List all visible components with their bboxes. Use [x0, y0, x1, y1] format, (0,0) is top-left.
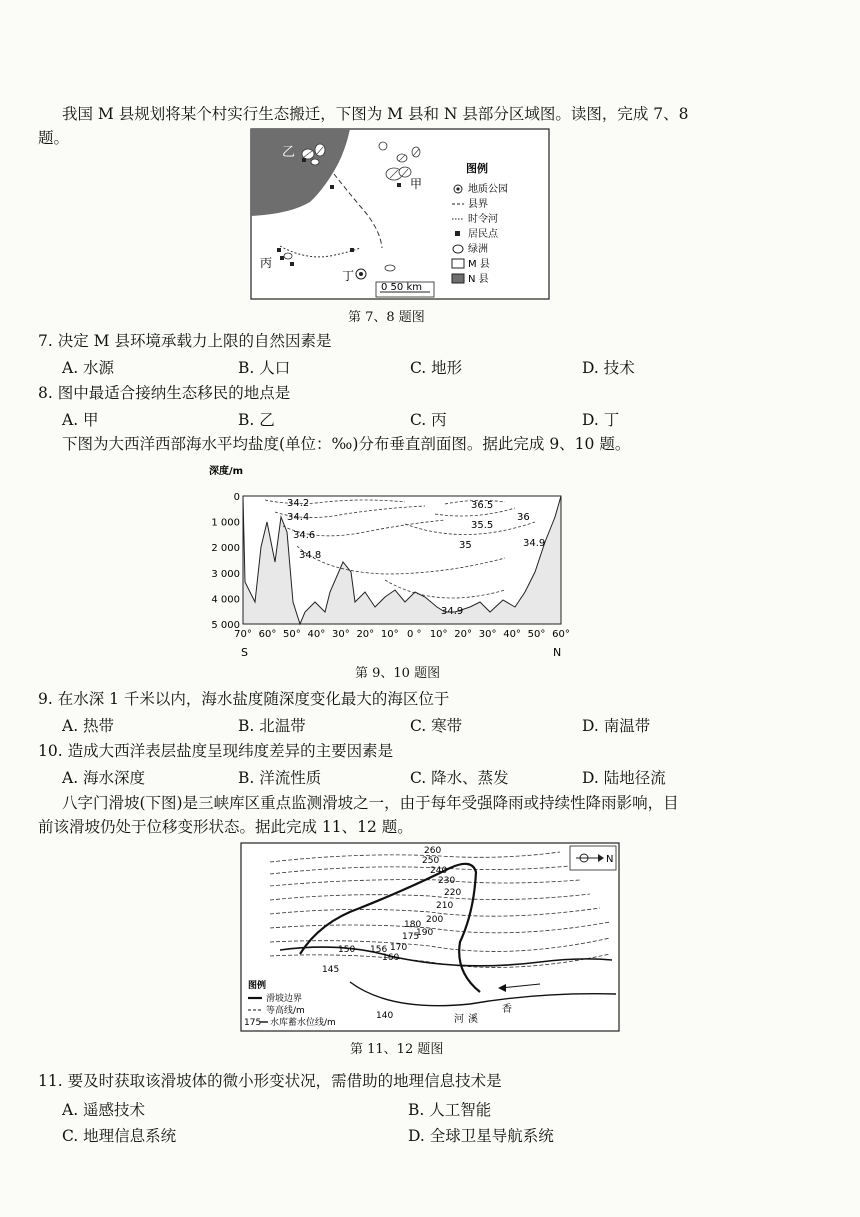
svg-text:34.2: 34.2 — [287, 498, 310, 509]
x-tick-label: 10° — [380, 629, 399, 640]
svg-text:180: 180 — [404, 920, 422, 930]
x-tick-labels — [234, 629, 570, 640]
x-tick-label: 30° — [478, 629, 497, 640]
svg-text:34.8: 34.8 — [299, 550, 322, 561]
q11-option-c[interactable]: C. 地理信息系统 — [62, 1127, 177, 1145]
intro-11-12-line1: 八字门滑坡(下图)是三峡库区重点监测滑坡之一，由于每年受强降雨或持续性降雨影响，目 — [62, 794, 679, 812]
q8-option-b[interactable]: B. 乙 — [238, 411, 275, 429]
svg-text:居民点: 居民点 — [468, 229, 498, 240]
svg-text:34.6: 34.6 — [293, 530, 316, 541]
q9-option-c[interactable]: C. 寒带 — [410, 717, 463, 735]
y-tick-labels — [211, 492, 240, 631]
svg-text:34.9: 34.9 — [523, 538, 546, 549]
q10-option-b[interactable]: B. 洋流性质 — [238, 769, 322, 787]
svg-text:140: 140 — [376, 1011, 394, 1021]
svg-text:210: 210 — [436, 901, 454, 911]
x-tick-label: 70° — [234, 629, 252, 640]
x-end-left: S — [241, 646, 248, 659]
q9-stem: 9. 在水深 1 千米以内，海水盐度随深度变化最大的海区位于 — [38, 690, 450, 708]
river-label-3: 香 — [502, 1004, 512, 1015]
svg-text:水库蓄水位线/m: 水库蓄水位线/m — [270, 1018, 336, 1028]
svg-text:等高线/m: 等高线/m — [266, 1006, 305, 1016]
q11-option-b[interactable]: B. 人工智能 — [408, 1101, 492, 1119]
svg-text:190: 190 — [416, 928, 434, 938]
intro-11-12-line2: 前该滑坡仍处于位移变形状态。据此完成 11、12 题。 — [38, 818, 413, 836]
q9-option-b[interactable]: B. 北温带 — [238, 717, 306, 735]
q7-option-d[interactable]: D. 技术 — [582, 359, 635, 377]
svg-text:时令河: 时令河 — [468, 214, 498, 225]
x-tick-label: 0 ° — [406, 629, 422, 640]
map1-caption: 第 7、8 题图 — [348, 310, 425, 325]
y-tick-label: 0 — [233, 492, 240, 503]
x-end-right: N — [553, 646, 562, 659]
svg-text:34.4: 34.4 — [287, 512, 310, 523]
q7-option-b[interactable]: B. 人口 — [238, 359, 291, 377]
scale-label: 0 50 km — [381, 282, 422, 293]
q11-stem: 11. 要及时获取该滑坡体的微小形变状况，需借助的地理信息技术是 — [38, 1072, 502, 1090]
svg-text:230: 230 — [438, 876, 456, 886]
svg-text:250: 250 — [422, 856, 440, 866]
x-tick-label: 40° — [307, 629, 326, 640]
y-tick-label: 4 000 — [211, 594, 240, 606]
river-label: 河 — [454, 1014, 464, 1025]
svg-text:M 县: M 县 — [468, 259, 490, 270]
q10-option-c[interactable]: C. 降水、蒸发 — [410, 769, 509, 787]
q10-option-d[interactable]: D. 陆地径流 — [582, 769, 666, 787]
intro-7-8-line1: 我国 M 县规划将某个村实行生态搬迁，下图为 M 县和 N 县部分区域图。读图，完成 7、8 — [62, 105, 689, 123]
svg-text:县界: 县界 — [468, 199, 488, 210]
svg-text:N 县: N 县 — [468, 274, 489, 285]
svg-text:220: 220 — [444, 888, 462, 898]
label-bing: 丙 — [260, 256, 273, 270]
label-ding: 丁 — [342, 269, 355, 283]
svg-text:35: 35 — [459, 540, 472, 551]
q8-option-d[interactable]: D. 丁 — [582, 411, 620, 429]
county-map-figure — [250, 128, 550, 300]
landslide-map-figure — [240, 842, 620, 1032]
q9-option-a[interactable]: A. 热带 — [62, 717, 115, 735]
q8-stem: 8. 图中最适合接纳生态移民的地点是 — [38, 384, 291, 402]
svg-text:36.5: 36.5 — [471, 500, 494, 511]
svg-text:34.9: 34.9 — [441, 606, 464, 617]
q9-option-d[interactable]: D. 南温带 — [582, 717, 651, 735]
svg-text:地质公园: 地质公园 — [468, 184, 508, 195]
svg-text:145: 145 — [322, 965, 340, 975]
q11-option-d[interactable]: D. 全球卫星导航系统 — [408, 1127, 554, 1145]
intro-7-8-line2: 题。 — [38, 129, 70, 147]
y-tick-label: 3 000 — [211, 568, 240, 580]
x-tick-label: 20° — [356, 629, 375, 640]
q11-option-a[interactable]: A. 遥感技术 — [62, 1101, 146, 1119]
x-tick-label: 40° — [503, 629, 521, 640]
x-tick-label: 10° — [429, 629, 448, 640]
q10-option-a[interactable]: A. 海水深度 — [62, 769, 146, 787]
x-tick-label: 60° — [552, 629, 570, 640]
q7-option-a[interactable]: A. 水源 — [62, 359, 115, 377]
x-tick-label: 50° — [283, 629, 301, 640]
svg-text:240: 240 — [430, 866, 448, 876]
salinity-caption: 第 9、10 题图 — [355, 666, 441, 681]
svg-text:260: 260 — [424, 846, 442, 856]
svg-text:36: 36 — [517, 512, 530, 523]
q8-option-a[interactable]: A. 甲 — [62, 411, 99, 429]
y-tick-label: 5 000 — [211, 620, 240, 631]
q7-option-c[interactable]: C. 地形 — [410, 359, 463, 377]
svg-text:200: 200 — [426, 915, 444, 925]
svg-text:滑坡边界: 滑坡边界 — [266, 994, 303, 1004]
salinity-ylabel: 深度/m — [209, 466, 244, 477]
q7-stem: 7. 决定 M 县环境承载力上限的自然因素是 — [38, 332, 332, 350]
landslide-caption: 第 11、12 题图 — [350, 1042, 444, 1057]
geopark-marker-ding — [356, 269, 366, 279]
x-tick-label: 50° — [527, 629, 546, 640]
map1-legend-title: 图例 — [466, 162, 488, 175]
label-yi: 乙 — [282, 145, 296, 160]
map3-legend-title: 图例 — [248, 981, 267, 991]
svg-text:35.5: 35.5 — [471, 520, 494, 531]
x-tick-label: 20° — [454, 629, 473, 640]
svg-text:绿洲: 绿洲 — [468, 244, 488, 255]
north-label: N — [606, 854, 614, 865]
svg-text:160: 160 — [382, 953, 400, 963]
river-label-2: 溪 — [468, 1014, 478, 1025]
svg-text:170: 170 — [390, 943, 408, 953]
q8-option-c[interactable]: C. 丙 — [410, 411, 447, 429]
y-tick-label: 2 000 — [211, 543, 240, 555]
svg-text:175: 175 — [402, 932, 420, 942]
svg-text:175: 175 — [244, 1018, 262, 1028]
y-tick-label: 1 000 — [211, 517, 240, 529]
svg-text:156: 156 — [370, 945, 388, 955]
salinity-section-chart — [205, 462, 575, 662]
x-tick-label: 30° — [331, 629, 350, 640]
q10-stem: 10. 造成大西洋表层盐度呈现纬度差异的主要因素是 — [38, 742, 394, 760]
x-tick-label: 60° — [258, 629, 277, 640]
svg-text:150: 150 — [338, 945, 356, 955]
label-jia: 甲 — [410, 177, 423, 191]
intro-9-10: 下图为大西洋西部海水平均盐度(单位：‰)分布垂直剖面图。据此完成 9、10 题。 — [62, 435, 631, 453]
